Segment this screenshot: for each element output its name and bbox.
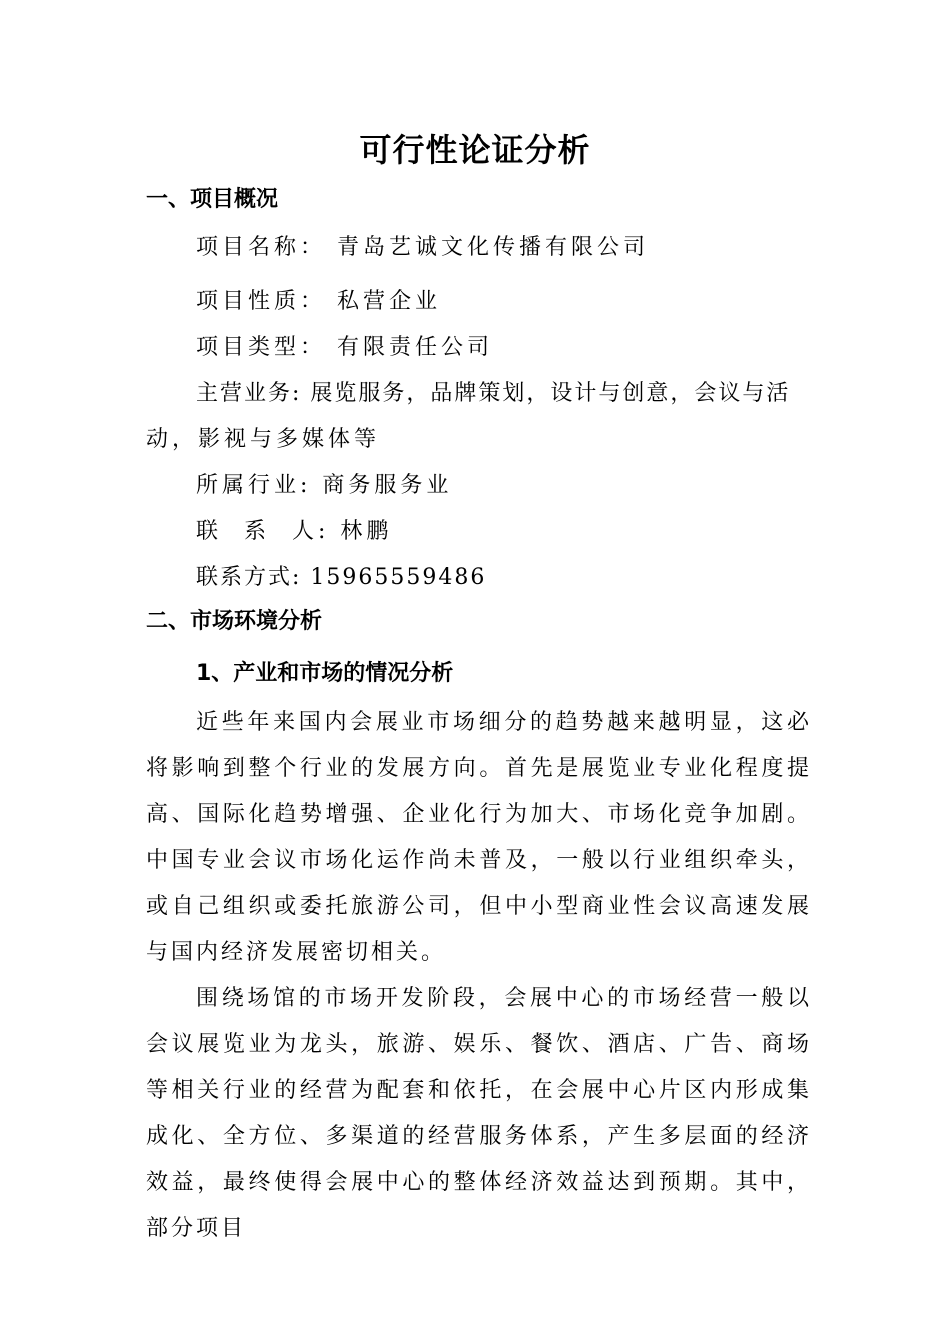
section-heading-market: 二、市场环境分析 bbox=[146, 609, 323, 634]
paragraph-industry-trends: 近些年来国内会展业市场细分的趋势越来越明显，这必将影响到整个行业的发展方向。首先是展览业专业化程度提高、国际化趋势增强、企业化行为加大、市场化竞争加剧。中国专业会议市场化运作尚未普及，一般以行业组织牵头，或自己组织或委托旅游公司，但中小型商业性会议高速发展与国内经济发展密切相关。 bbox=[146, 710, 812, 965]
contact-person-line: 联 系 人: 林鹏 bbox=[196, 519, 393, 544]
project-nature-line: 项目性质： 私营企业 bbox=[196, 289, 441, 314]
page-title: 可行性论证分析 bbox=[359, 131, 591, 169]
paragraph-venue-development: 围绕场馆的市场开发阶段，会展中心的市场经营一般以会议展览业为龙头，旅游、娱乐、餐饮、酒店、广告、商场等相关行业的经营为配套和依托，在会展中心片区内形成集成化、全方位、多渠道的经营服务体系，产生多层面的经济效益，最终使得会展中心的整体经济效益达到预期。其中，部分项目 bbox=[146, 986, 812, 1241]
subsection-heading-industry: 1、产业和市场的情况分析 bbox=[196, 661, 454, 686]
main-business-line-2: 动，影视与多媒体等 bbox=[146, 427, 381, 452]
project-type-line: 项目类型： 有限责任公司 bbox=[196, 335, 493, 360]
main-business-line-1: 主营业务: 展览服务，品牌策划，设计与创意，会议与活 bbox=[196, 381, 791, 406]
project-name-line: 项目名称： 青岛艺诚文化传播有限公司 bbox=[196, 235, 649, 260]
section-heading-overview: 一、项目概况 bbox=[146, 187, 279, 212]
contact-phone-line: 联系方式: 15965559486 bbox=[196, 565, 487, 590]
industry-line: 所属行业: 商务服务业 bbox=[196, 473, 453, 498]
